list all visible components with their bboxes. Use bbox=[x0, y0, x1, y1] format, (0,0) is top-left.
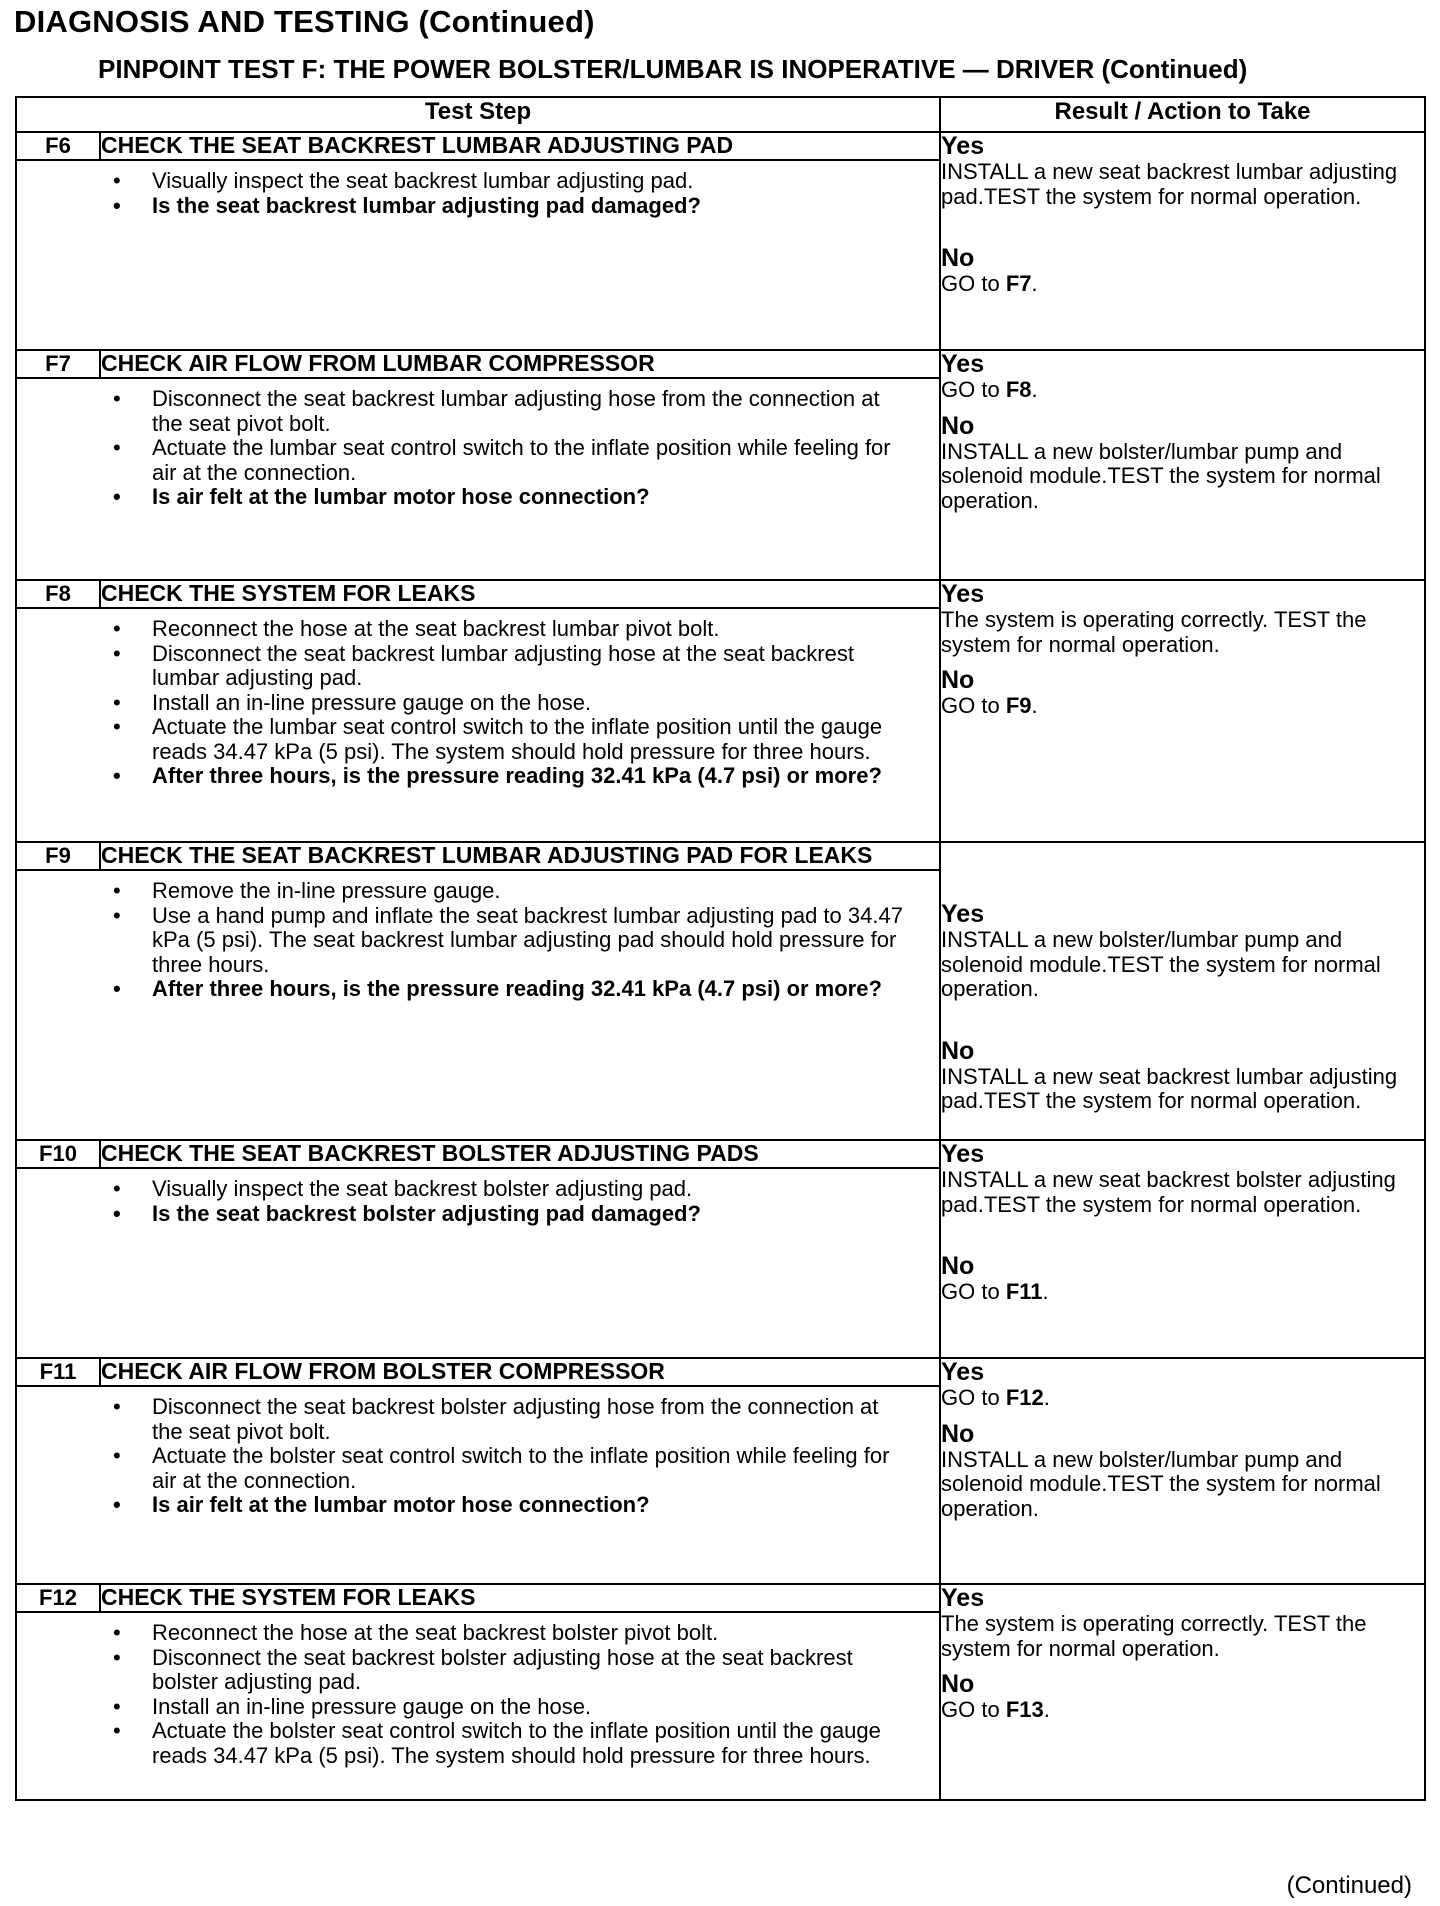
list-item: • Disconnect the seat backrest bolster adjusting hose at the seat backrest bolster adjusting pad. bbox=[17, 1646, 909, 1695]
no-action: INSTALL a new seat backrest lumbar adjusting pad.TEST the system for normal operation. bbox=[941, 1063, 1398, 1113]
continued-footer: (Continued) bbox=[1286, 1872, 1412, 1899]
yes-label: Yes bbox=[941, 1140, 985, 1168]
list-item: • Actuate the lumbar seat control switch to the inflate position while feeling for air at the connection. bbox=[17, 436, 909, 485]
step-title-row bbox=[16, 132, 1425, 160]
no-label: No bbox=[941, 1036, 975, 1065]
step-title-row bbox=[16, 350, 1425, 378]
no-label: No bbox=[941, 1670, 975, 1698]
yes-action: GO to F8. bbox=[941, 377, 1038, 402]
list-item: • Actuate the lumbar seat control switch to the inflate position until the gauge reads 34.47 kPa (5 psi). The system should hold pressure for three hours. bbox=[17, 715, 909, 764]
step-reference: F13 bbox=[1005, 1697, 1044, 1722]
no-action: GO to F13. bbox=[941, 1697, 1050, 1722]
no-action: GO to F9. bbox=[941, 693, 1038, 718]
result-cell bbox=[940, 132, 1425, 350]
no-label: No bbox=[941, 1252, 975, 1280]
step-id: F12 bbox=[16, 1584, 100, 1612]
step-title: CHECK THE SYSTEM FOR LEAKS bbox=[100, 1584, 940, 1612]
list-item: • Disconnect the seat backrest bolster adjusting hose from the connection at the seat pivot bolt. bbox=[17, 1395, 909, 1444]
list-item: • Disconnect the seat backrest lumbar adjusting hose from the connection at the seat pivot bolt. bbox=[17, 387, 909, 436]
step-reference: F9 bbox=[1005, 693, 1032, 718]
step-question: • Is the seat backrest lumbar adjusting pad damaged? bbox=[17, 194, 909, 219]
list-item: • Actuate the bolster seat control switch to the inflate position until the gauge reads 34.47 kPa (5 psi). The system should hold pressure for three hours. bbox=[17, 1719, 909, 1768]
list-item: • Reconnect the hose at the seat backrest lumbar pivot bolt. bbox=[17, 617, 909, 642]
step-question: • Is air felt at the lumbar motor hose connection? bbox=[17, 485, 909, 510]
yes-action: GO to F12. bbox=[941, 1385, 1050, 1410]
yes-label: Yes bbox=[941, 1358, 985, 1386]
list-item: • Install an in-line pressure gauge on the hose. bbox=[17, 1695, 909, 1720]
step-title: CHECK THE SYSTEM FOR LEAKS bbox=[100, 580, 940, 608]
step-question: • Is air felt at the lumbar motor hose connection? bbox=[17, 1493, 909, 1518]
result-cell bbox=[940, 842, 1425, 1140]
step-instructions bbox=[16, 378, 940, 580]
step-title: CHECK THE SEAT BACKREST LUMBAR ADJUSTING PAD FOR LEAKS bbox=[100, 842, 940, 870]
no-action: INSTALL a new bolster/lumbar pump and solenoid module.TEST the system for normal operation. bbox=[941, 438, 1381, 513]
test-step-header: Test Step bbox=[16, 97, 940, 132]
step-reference: F11 bbox=[1005, 1279, 1043, 1304]
list-item: • Visually inspect the seat backrest bolster adjusting pad. bbox=[17, 1177, 909, 1202]
yes-label: Yes bbox=[941, 900, 985, 928]
step-id: F9 bbox=[16, 842, 100, 870]
step-reference: F7 bbox=[1005, 271, 1032, 296]
no-label: No bbox=[941, 411, 975, 440]
step-title: CHECK AIR FLOW FROM BOLSTER COMPRESSOR bbox=[100, 1358, 940, 1386]
list-item: • Install an in-line pressure gauge on the hose. bbox=[17, 691, 909, 716]
step-title: CHECK THE SEAT BACKREST BOLSTER ADJUSTING PADS bbox=[100, 1140, 940, 1168]
yes-label: Yes bbox=[941, 350, 985, 378]
step-instructions bbox=[16, 608, 940, 842]
no-label: No bbox=[941, 666, 975, 694]
result-cell bbox=[940, 1358, 1425, 1584]
step-question: • After three hours, is the pressure reading 32.41 kPa (4.7 psi) or more? bbox=[17, 977, 909, 1002]
yes-label: Yes bbox=[941, 580, 985, 608]
step-id: F11 bbox=[16, 1358, 100, 1386]
step-reference: F12 bbox=[1005, 1385, 1044, 1410]
result-cell bbox=[940, 580, 1425, 842]
step-instructions bbox=[16, 1612, 940, 1800]
page-title: DIAGNOSIS AND TESTING (Continued) bbox=[14, 4, 595, 39]
yes-action: INSTALL a new seat backrest bolster adjusting pad.TEST the system for normal operation. bbox=[941, 1167, 1396, 1217]
pinpoint-test-subtitle: PINPOINT TEST F: THE POWER BOLSTER/LUMBAR IS INOPERATIVE — DRIVER (Continued) bbox=[98, 54, 1248, 84]
step-id: F6 bbox=[16, 132, 100, 160]
step-title-row bbox=[16, 580, 1425, 608]
yes-label: Yes bbox=[941, 1584, 985, 1612]
no-label: No bbox=[941, 1419, 975, 1448]
step-question: • Is the seat backrest bolster adjusting pad damaged? bbox=[17, 1202, 909, 1227]
step-reference: F8 bbox=[1005, 377, 1032, 402]
step-id: F7 bbox=[16, 350, 100, 378]
yes-action: INSTALL a new seat backrest lumbar adjusting pad.TEST the system for normal operation. bbox=[941, 159, 1398, 209]
no-label: No bbox=[941, 244, 975, 272]
list-item: • Remove the in-line pressure gauge. bbox=[17, 879, 909, 904]
step-instructions bbox=[16, 160, 940, 350]
yes-action: The system is operating correctly. TEST the system for normal operation. bbox=[941, 1611, 1367, 1661]
no-action: INSTALL a new bolster/lumbar pump and solenoid module.TEST the system for normal operation. bbox=[941, 1446, 1381, 1521]
no-action: GO to F11. bbox=[941, 1279, 1049, 1304]
step-id: F8 bbox=[16, 580, 100, 608]
step-title-row bbox=[16, 1140, 1425, 1168]
result-action-header: Result / Action to Take bbox=[940, 97, 1425, 132]
yes-label: Yes bbox=[941, 132, 985, 160]
result-cell bbox=[940, 1140, 1425, 1358]
list-item: • Use a hand pump and inflate the seat backrest lumbar adjusting pad to 34.47 kPa (5 psi). The seat backrest lumbar adjusting pad should hold pressure for three hours. bbox=[17, 904, 909, 978]
table-header-row bbox=[16, 97, 1425, 132]
list-item: • Disconnect the seat backrest lumbar adjusting hose at the seat backrest lumbar adjusting pad. bbox=[17, 642, 909, 691]
list-item: • Actuate the bolster seat control switch to the inflate position while feeling for air at the connection. bbox=[17, 1444, 909, 1493]
step-instructions bbox=[16, 1386, 940, 1584]
result-cell bbox=[940, 350, 1425, 580]
step-title-row bbox=[16, 1584, 1425, 1612]
list-item: • Reconnect the hose at the seat backrest bolster pivot bolt. bbox=[17, 1621, 909, 1646]
step-instructions bbox=[16, 1168, 940, 1358]
yes-action: The system is operating correctly. TEST the system for normal operation. bbox=[941, 607, 1367, 657]
no-action: GO to F7. bbox=[941, 271, 1038, 296]
step-instructions bbox=[16, 870, 940, 1140]
step-title: CHECK AIR FLOW FROM LUMBAR COMPRESSOR bbox=[100, 350, 940, 378]
step-title: CHECK THE SEAT BACKREST LUMBAR ADJUSTING PAD bbox=[100, 132, 940, 160]
step-title-row bbox=[16, 842, 1425, 870]
step-id: F10 bbox=[16, 1140, 100, 1168]
step-title-row bbox=[16, 1358, 1425, 1386]
test-step-table bbox=[15, 96, 1426, 1801]
list-item: • Visually inspect the seat backrest lumbar adjusting pad. bbox=[17, 169, 909, 194]
step-question: • After three hours, is the pressure reading 32.41 kPa (4.7 psi) or more? bbox=[17, 764, 909, 789]
yes-action: INSTALL a new bolster/lumbar pump and solenoid module.TEST the system for normal operation. bbox=[941, 927, 1381, 1001]
result-cell bbox=[940, 1584, 1425, 1800]
